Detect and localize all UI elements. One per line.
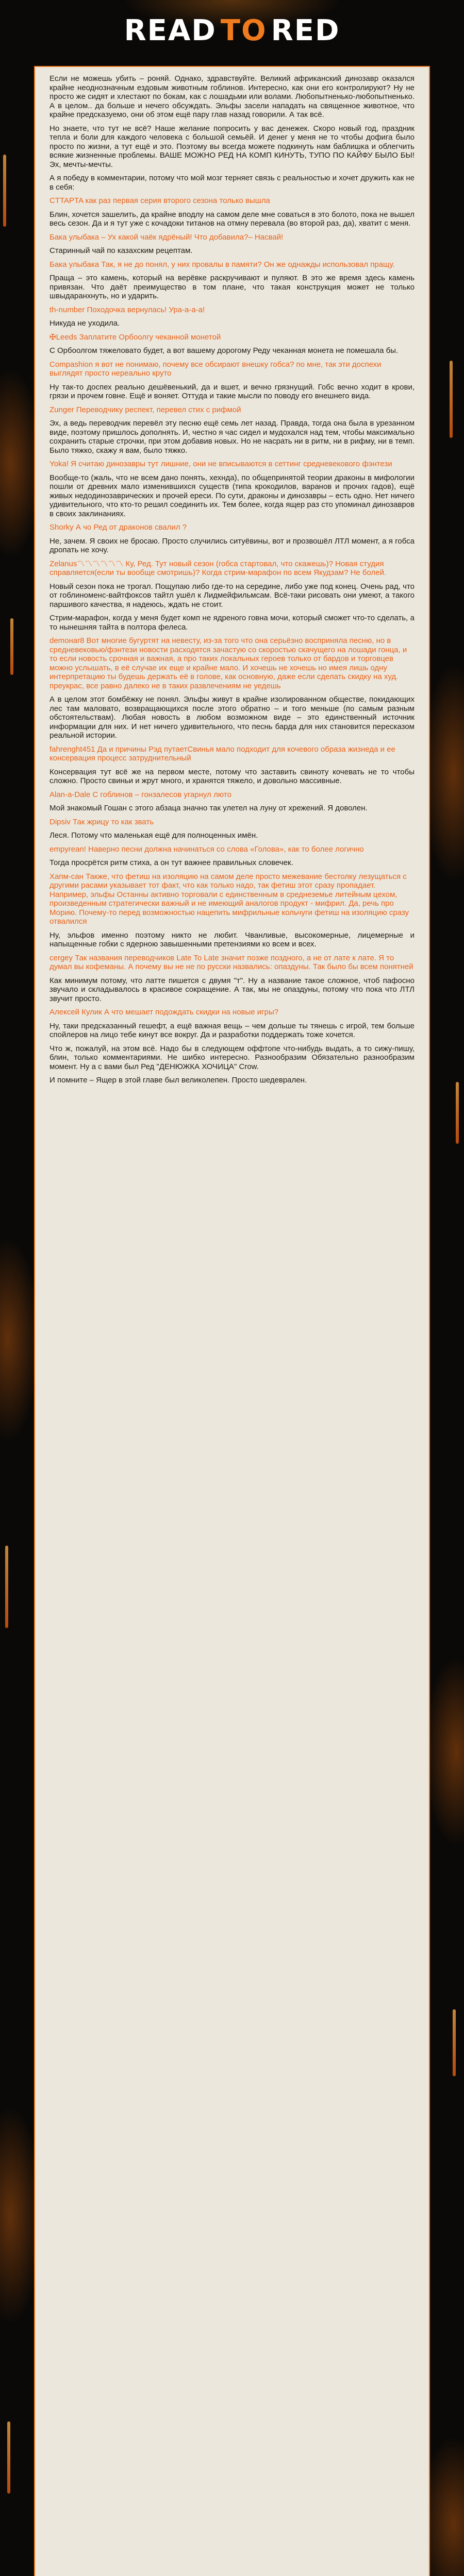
author-reply: Праща – это камень, который на верёвке раскручивают и пуляют. В это же время здесь камень привязан. Что даёт преимущество в том плане, что такая конструкция может не только швыдаранхнуть, но и ударить. — [49, 274, 415, 300]
reader-comment: CTTAPTA как раз первая серия второго сезона только вышла — [49, 196, 270, 205]
reader-comment: Alan-a-Dale С гоблинов – гонзалесов угарнул лютo — [49, 790, 231, 799]
author-reply: Ну, таки предсказанный гешефт, а ещё важная вещь – чем дольше ты тянешь с игрой, тем больше спойлеров на лицо тебе кинут все вокруг. Да и разработки поддержать тоже хочется. — [49, 1021, 415, 1039]
reader-comment: cergey Так названия переводчиков Late To Late значит позже поздного, а не от лате к лате. Я то думал вы кофеманы. А почему вы не не по русски назвались: опаздуны. Так было бы всем понятней — [49, 953, 413, 971]
reader-comment: Zelanus〽〽〽〽〽〽 Ку, Ред. Тут новый сезон (гобса стартовал, что скажешь)? Новая студия справляется(если ты вообще смотришь)? Когда стрим-марафон по всем Якудзам? Не болей. — [49, 559, 387, 577]
reader-comment: Хапм-сан Также, что фетиш на изоляцию на самом деле просто межевание бестолку лезущаться с другими расами указывает тот факт, что как только надо, так фетиш этот сразу пропадает. Например, эльфы Останны активно торговали с единственным в среднеземье литейным цехом, произведенным стратегически важный и не имеющий аналогов продукт - мифрил. Да, речь про Морию. Почему-то перед возможностью нацепить мифрильные кольчуги фетиш на изоляцию сразу отвалился — [49, 872, 409, 926]
site-logo[interactable] — [0, 0, 464, 62]
author-reply: Как минимум потому, что латте пишется с двумя "т". Ну а название такое сложное, чтоб пафосно звучало и складывалось в красивое сокращение. А так, мы не опаздуны, потому что пока что ЛТЛ звучит просто. — [49, 976, 415, 1003]
article-content — [35, 67, 429, 1095]
logo-to: TO — [220, 14, 267, 47]
reader-comment: Compashion я вот не понимаю, почему все обсирают внешку гобса? по мне, так эти доспехи выглядят просто нереально круто — [49, 360, 382, 378]
author-reply: Тогда просрётся ритм стиха, а он тут важнее правильных словечек. — [49, 858, 293, 867]
article-panel — [34, 66, 430, 2576]
author-reply: Старинный чай по казахским рецептам. — [49, 246, 193, 255]
flame-decoration — [7, 2421, 10, 2494]
flame-decoration — [453, 2009, 456, 2076]
reader-comment: Бака улыбака – Ух какой чаёк ядрёный! Что добавила?– Насвай! — [49, 232, 284, 242]
reader-comment: th-number Походочка вернулась! Ура-а-а-а! — [49, 305, 205, 314]
reader-comment: Алексей Кулик А что мешает подождать скидки на новые игры? — [49, 1008, 279, 1016]
author-reply: И помните – Ящер в этой главе был великолепен. Просто шедеврален. — [49, 1076, 307, 1084]
author-reply: Не, зачем. Я своих не бросаю. Просто случились ситуёвины, вот и прозвошёл ЛТЛ момент, а я гобса дропать не хочу. — [49, 536, 415, 554]
flame-decoration — [5, 1546, 8, 1628]
flame-decoration — [10, 618, 13, 675]
reader-comment: ✠Leeds Заплатите Орбоолгу чеканной монетой — [49, 332, 221, 342]
logo-read: READ — [124, 14, 217, 47]
author-reply: Ну, эльфов именно поэтому никто не любит. Чванливые, высокомерные, лицемерные и напыщенные гобки с ядерною завышенными претензиями ко всем и всех. — [49, 930, 415, 948]
author-reply: А я победу в комментарии, потому что мой мозг терняет связь с реальностью и хочет дружить как не в себя: — [49, 174, 415, 192]
author-reply: А в целом этот бомбёжку не понял. Эльфы живут в крайне изолированном обществе, покидающих лес там маловато, возвращающихся после этого обратно – и того меньше (по самым разным обстоятельствам). Любая новость в любом возможном виде – это единственный источник информации для них. И нет ничего удивительного, что песнь барда для них становится пересказом реальной истории. — [49, 695, 415, 740]
author-reply: С Орбоолгом тяжеловато будет, а вот вашему дорогому Реду чеканная монета не помешала бы. — [49, 346, 399, 355]
author-reply: Что ж, пожалуй, на этом всё. Надо бы в следующем оффтопе что-нибудь выдать, а то сижу-пишу, блин, только комментариями. Не шибко интересно. Разнообразим Обязательно разнообразим момент. Ну а с вами был Ред "ДЕНЮЖКА ХОЧИЦА" Crow. — [49, 1044, 415, 1071]
site-header — [0, 0, 464, 62]
logo-red: RED — [271, 14, 340, 47]
author-reply: Никуда не уходила. — [49, 319, 120, 328]
author-reply: Новый сезон пока не трогал. Пощупаю либо где-то на середине, либо уже под конец. Очень рад, что от гоблиноменс-вайтфоксов тайтл ушёл к Лидмейфильмсам. Всё-таки рисовать они умеют, а такого паршивого качества, я надеюсь, ждать не стоит. — [49, 582, 415, 609]
reader-comment: Dipsiv Так жрицу то как звать — [49, 817, 154, 826]
author-reply: Консервация тут всё же на первом месте, потому что заставить свиноту кочевать не то чтобы сложно. Просто свиньи и жрут много, и хранятся тяжело, и довольно массивные. — [49, 767, 415, 785]
author-reply: Ну так-то доспех реально дешёвенький, да и вшет, и вечно грязнущий. Гобс вечно ходит в крови, грязи и прочем говне. Ещё и воняет. Оттуда и такие мысли по поводу его внешнего вида. — [49, 382, 415, 400]
reader-comment: Yoka! Я считаю динозавры тут лишние, они не вписываются в сеттинг средневекового фэнтези — [49, 460, 392, 468]
reader-comment: Zunger Переводчику респект, перевел стих с рифмой — [49, 405, 241, 414]
author-reply: Стрим-марафон, когда у меня будет комп не ядреного говна мочи, который сможет что-то сделать, а то нынешняя тайта в полтора фелеса. — [49, 614, 415, 632]
author-reply: Мой знакомый Гошан с этого абзаца значно так улетел на луну от хрежений. Я доволен. — [49, 804, 368, 812]
reader-comment: empyrean! Наверно песни должна начинаться со слова «Голова», как то более логично — [49, 844, 364, 854]
flame-decoration — [3, 155, 6, 227]
author-reply: Леся. Потому что маленькая ещё для полноценных имён. — [49, 831, 258, 840]
flame-decoration — [456, 1082, 459, 1144]
reader-comment: demoнar8 Вот многие бугуртят на невесту, из-за того что она серьёзно восприняла песню, но в средневековью/фэнтези новости расходятся зачастую со скоростью скачущего на лошади гонца, и то если новость срочная и важная, а про таких локальных героев только от бардов и торговцев можно услышать, в её случае их еще и крайне мало. И хочешь не хочешь но имея лишь одну интерпретацию ты будешь держать её в голове, как основную, даже если сделать скидку на худ. преукрас, все равно далеко не в таких развлечениям не уедешь — [49, 636, 407, 690]
author-reply: Если не можешь убить – роняй. Однако, здравствуйте. Великий африканский динозавр оказался крайне неоднозначным ездовым животным гоблинов. Интересно, как они его контролируют? Ну не просто же сидят и хлестают по бокам, как с лошадьми или волами. Любопытненько-любопытненько. А в целом.. да больше и нечего обсуждать. Эльфы засели нападать на священное животное, что крайне предсказуемо, они об этом ещё пару глав назад говорили. А так всё. — [49, 74, 415, 119]
author-reply: Эх, а ведь переводчик перевёл эту песню ещё семь лет назад. Правда, тогда она была в урезанном виде, поэтому пришлось дополнять. И, честно я час сидел и мудохался над тем, чтобы максимально сохранить старые строчки, при этом добавив новых. Но не насрать ни в ритм, ни в рифму, ни в темп. Было тяжко, скажу я вам, было тяжко. — [49, 419, 415, 455]
flame-decoration — [450, 361, 453, 438]
reader-comment: fahrenght451 Да и причины Рэд путаетСвинья мало подходит для кочевого образа жизнеда и ее консервация процесс затруднительный — [49, 744, 395, 762]
author-reply: Вообще-то (жаль, что не всем дано понять, хехнда), по общепринятой теории драконы в мифологии пошли от древних мало изменившихся существ (типа крокодилов, варанов и прочих гадов), ещё живых недодинозаврических и прочей ереси. По сути, драконы и динозавры – есть одно. Нет ничего удивительного, что кто-то решил соединить их. Тем более, когда ящер раз сто упоминал динозавров в своих заклинаниях. — [49, 473, 415, 518]
author-reply: Но знаете, что тут не всё? Наше желание попросить у вас денежек. Скоро новый год, праздник тепла и боли для каждого человека с большой семьёй. И денег у меня не то чтобы дофига было просто по жизни, а тут ещё и это. Поэтому вы всегда можете подкинуть нам баблишка и облегчить всякие жизненные проблемы. ВАШЕ МОЖНО РЕД НА КОМП КИНУТЬ, ТУПО ПО КАЙФУ БЫЛО БЫ! Эх, мечты-мечты. — [49, 124, 415, 169]
author-reply: Блин, хочется зашелить, да крайне вподлу на самом деле мне соваться в это болото, пока не вышел весь сезон. Да и я тут уже с кочадоки титанов на отмну перевала (во второй раз, да), хватит с меня. — [49, 210, 415, 228]
reader-comment: Shorky А чо Ред от драконов свалил ? — [49, 523, 187, 532]
reader-comment: Бака улыбака Так, я не до понял, у них провалы в памяти? Он же однажды использовал пращу. — [49, 260, 395, 269]
